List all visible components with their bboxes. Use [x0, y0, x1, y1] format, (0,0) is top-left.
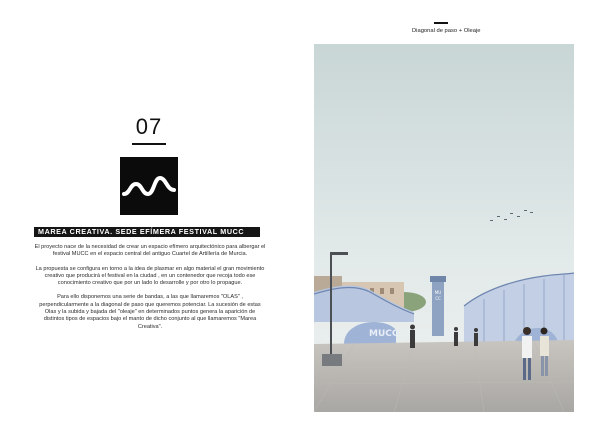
section-number: 07	[135, 114, 163, 139]
paragraph: La propuesta se configura en torno a la idea de plasmar en algo material el gran movimiento creativo que producirá el festival en la ciudad , en un contenedor que recoja todo ese conocimiento creativo que por un lado lo desarrolle y por otro lo propague.	[35, 265, 265, 287]
section-number-underline	[132, 143, 166, 145]
section-title: MAREA CREATIVA. SEDE EFÍMERA FESTIVAL MUCC	[34, 227, 260, 237]
right-page	[300, 0, 600, 426]
svg-text:MU: MU	[434, 290, 442, 295]
paragraph: El proyecto nace de la necesidad de crear un espacio efímero arquitectónico para albergar el festival MUCC en el espacio central del antiguo Cuartel de Artillería de Murcia.	[34, 244, 266, 258]
render-image	[314, 44, 574, 412]
paragraph: Para ello disponemos una serie de bandas, a las que llamaremos "OLAS" , perpendicularmente a la diagonal de paso que queremos potenciar. La sucesión de estas Olas y la subida y bajada del "oleaje" en determinados puntos genera la aparición de distintos tipos de espacios bajo el manto de dicho conjunto al que llamaremos "Marea Creativa".	[39, 294, 261, 330]
image-caption: Diagonal de paso + Oleaje	[412, 28, 481, 34]
wave-icon	[120, 157, 178, 215]
svg-text:CC: CC	[435, 296, 441, 301]
mucc-sign: MUCC	[369, 329, 399, 339]
caption-rule	[434, 22, 448, 24]
body-text	[34, 244, 266, 338]
